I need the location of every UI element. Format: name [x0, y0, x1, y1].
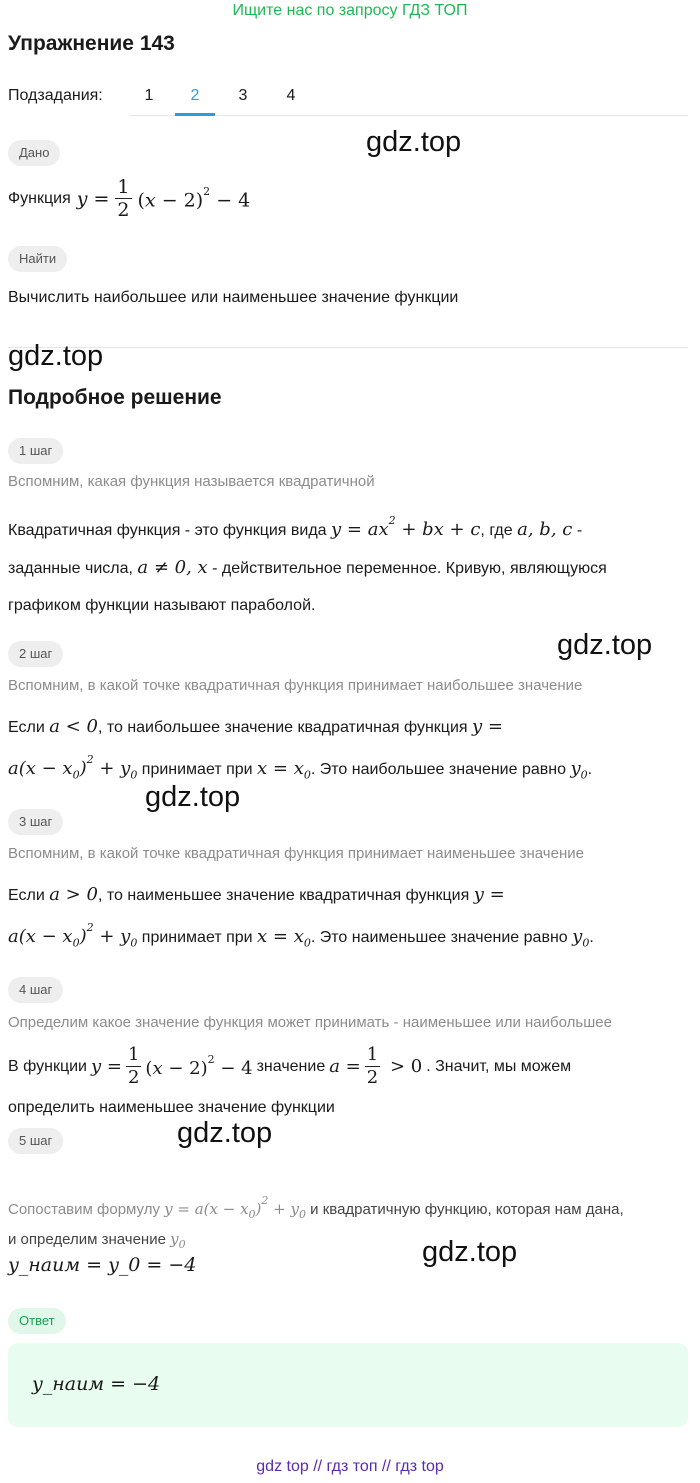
find-text: Вычислить наибольшее или наименьшее значение функции [8, 289, 459, 306]
step-4-line-2: определить наименьшее значение функции [8, 1099, 335, 1116]
answer-box [8, 1343, 688, 1427]
watermark: gdz.top [8, 340, 104, 372]
given-prefix: Функция [8, 189, 71, 207]
divider [8, 347, 688, 348]
step-hint: Сопоставим формулу $y = a(x - x_0)^2 + y_0$ и квадратичную функцию, которая нам дана, и определим значение $y_0$ [8, 1194, 624, 1251]
step-1-text: Квадратичная функция - это функция вида $y = ax^2$ + bx + c, где a, b, c - заданные числа, a ≠ 0, x - действительное переменное. Кривую, являющуюся графиком функции называют параболой. [8, 514, 607, 614]
answer-value: y_наим = −4 [32, 1373, 161, 1395]
step-4-line-1: В функции y = $\frac{1}{2}$ $(x - 2)^2 - 4$ значение a = $\frac{1}{2}$ > 0 . Значит, мы можем [8, 1044, 572, 1088]
watermark: gdz.top [422, 1236, 518, 1268]
step-hint: Вспомним, в какой точке квадратичная функция принимает наименьшее значение [8, 845, 584, 862]
step-badge: 1 шаг [8, 438, 63, 464]
step-badge: 4 шаг [8, 977, 63, 1003]
step-5-result: y_наим = y_0 = −4 [8, 1254, 197, 1276]
answer-badge: Ответ [8, 1308, 66, 1334]
watermark: gdz.top [557, 629, 653, 661]
step-hint: Вспомним, в какой точке квадратичная функция принимает наибольшее значение [8, 677, 583, 694]
watermark: gdz.top [366, 126, 462, 158]
search-banner[interactable]: Ищите нас по запросу ГДЗ ТОП [232, 2, 468, 19]
tab-subtask-3[interactable]: 3 [238, 87, 248, 104]
step-badge: 2 шаг [8, 641, 63, 667]
step-3-text: Если a > 0, то наименьшее значение квадратичная функция y = $a(x - x_0)^2 + y_0$ принимает при $x = x_0$. Это наименьшее значение равно $y_0$. [8, 884, 594, 950]
page-title: Упражнение 143 [8, 32, 175, 55]
subtask-tabs [130, 84, 688, 116]
step-badge: 3 шаг [8, 809, 63, 835]
watermark: gdz.top [145, 781, 241, 813]
active-tab-indicator [175, 113, 215, 116]
watermark: gdz.top [177, 1117, 273, 1149]
subtasks-label: Подзадания: [8, 87, 103, 104]
given-badge: Дано [8, 140, 60, 166]
solution-title: Подробное решение [8, 386, 222, 409]
find-badge: Найти [8, 246, 67, 272]
step-badge: 5 шаг [8, 1128, 63, 1154]
step-hint: Вспомним, какая функция называется квадратичной [8, 473, 375, 490]
step-hint: Определим какое значение функция может принимать - наименьшее или наибольшее [8, 1014, 612, 1031]
step-2-text: Если a < 0, то наибольшее значение квадратичная функция y = $a(x - x_0)^2 + y_0$ принимает при $x = x_0$. Это наибольшее значение равно $y_0$. [8, 716, 593, 782]
given-formula: Функция y = $\frac{1}{2}$ $(x - 2)^2 - 4$ [8, 176, 251, 221]
tab-subtask-4[interactable]: 4 [286, 87, 296, 104]
tab-subtask-2[interactable]: 2 [190, 87, 200, 104]
footer-links[interactable]: gdz top // гдз топ // гдз top [256, 1458, 444, 1475]
tab-subtask-1[interactable]: 1 [144, 87, 154, 104]
